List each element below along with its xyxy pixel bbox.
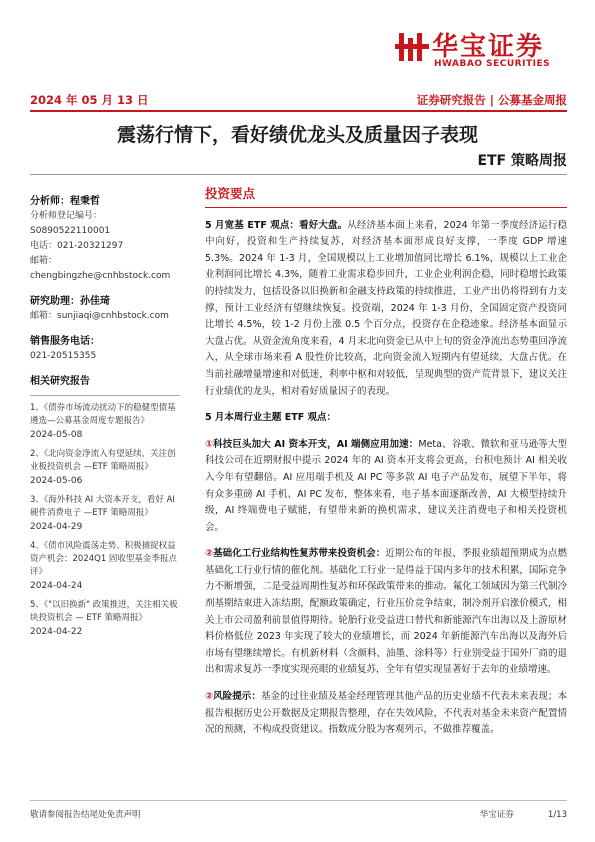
page-subtitle: ETF 策略周报: [477, 153, 567, 169]
paragraph-heading: 科技巨头加大 AI 资本开支，AI 端侧应用加速：: [213, 438, 419, 450]
sidebar: [30, 194, 180, 645]
analyst-email[interactable]: 邮箱：chengbingzhe@cnhbstock.com: [30, 256, 171, 281]
assistant-name: 孙佳琦: [80, 296, 110, 307]
paragraph-text: 近期公布的年报、季报业绩超预期成为点燃基础化工行业行情的催化剂。基础化工行业一是得益于国内多年的技术积累，国际竞争力不断增强，二是受益周期性复苏和环保政策带来的推动。氟化工领域因为第三代制冷剂基期结束进入冻结期，配额政策确定，行业压价竞争结束，制冷剂开启涨价模式，相关上市公司盈利前景值得期待。轮胎行业受益进口替代和新能源汽车出海以及上游原材料价格低位 2023 年实现了较大的业绩增长，而 2024 年新能源汽车出海以及海外后市场有望继续增长。有机新材料（含颜料、油墨、涂料等）行业别受益于国外厂商的退出和需求复苏一季度实现亮眼的业绩复苏，全年有望实现显著好于去年的业绩增速。: [205, 548, 567, 676]
page-number: 1/13: [547, 810, 567, 820]
paragraph-chemicals: [205, 546, 567, 679]
main-content: [205, 186, 567, 749]
related-reports-divider: [30, 395, 180, 396]
report-category: 证券研究报告 | 公募基金周报: [416, 93, 567, 107]
paragraph-heading: 5 月本周行业主题 ETF 观点：: [205, 412, 336, 424]
report-date: 2024 年 05 月 13 日: [30, 93, 149, 107]
related-report-text: 3、《海外科技 AI 大资本开支，看好 AI 硬件消费电子 —ETF 策略周报》: [30, 495, 175, 518]
brand-name-cn: 华宝证券: [432, 32, 545, 62]
analyst-phone: 电话：021-20321297: [30, 241, 124, 251]
paragraph-heading: 风险提示：: [213, 691, 261, 703]
related-report-text: 4、《债市风险震荡走势、积极捕捉权益资产机会：2024Q1 固收型基金季报点评》: [30, 541, 177, 577]
paragraph-broad-etf: [205, 218, 567, 401]
analyst-role-label: 分析师：: [30, 196, 70, 207]
paragraph-risk: [205, 689, 567, 739]
title-divider: [30, 174, 567, 175]
sales-label: 销售服务电话：: [30, 336, 100, 347]
assistant-role-label: 研究助理：: [30, 296, 80, 307]
analyst-block: [30, 194, 180, 284]
footer-info: [480, 808, 567, 820]
paragraph-text: 基金的过往业绩及基金经理管理其他产品的历史业绩不代表未来表现；本报告根据历史公开数据及定期报告整理，存在失效风险，不代表对基金未来资产配置情况的预测，不构成投资建议。指数成分股为客观列示，不做推荐覆盖。: [205, 691, 567, 736]
paragraph-text: 从经济基本面上来看，2024 年第一季度经济运行稳中向好，投资和生产持续复苏，对经济基本面形成良好支撑，一季度 GDP 增速 5.3%。2024 年 1-3 月，全国规模以上工业增加值同比增长 6.1%，规模以上工业企业利润同比增长 4.3%，随着工业需求稳步回升，工业企业利润企稳，同时稳增长政策的持续发力，包括设备以旧换新和金融支持政策的持续推进，工业产出仍将得到有力支撑，预计工业经济有望继续恢复。投资端，2024 年 1-3 月份，全国固定资产投资同比增长 4.5%，较 1-2 月份上涨 0.5 个百分点，投资存在企稳迹象。经济基本面显示大盘占优。从资金流角度来看，4 月末北向资金已从中上旬的资金净流出态势重回净流入，从全球市场来看 A 股性价比较高，北向资金流入短期内有望延续，大盘占优。在当前社融增量增速和对低迷，利率中枢和对较低，呈现典型的资产荒背景下，建议关注行业绩优的龙头，相对看好质量因子的表现。: [205, 219, 567, 397]
footer-divider: [30, 800, 567, 801]
related-reports-title: 相关研究报告: [30, 376, 90, 387]
assistant-email[interactable]: 邮箱：sunjiaqi@cnhbstock.com: [30, 311, 169, 321]
page-title: 震荡行情下，看好绩优龙头及质量因子表现: [116, 124, 478, 146]
related-report-date: 2024-04-22: [30, 627, 83, 637]
related-report-text: 5、《"以旧换新" 政策推进，关注相关板块投资机会 — ETF 策略周报》: [30, 600, 178, 623]
related-report-item[interactable]: [30, 540, 180, 593]
related-report-date: 2024-04-29: [30, 522, 83, 532]
bullet-marker: ①: [205, 438, 214, 450]
paragraph-ai: [205, 437, 567, 537]
paragraph-heading: 5 月宽基 ETF 观点：看好大盘。: [205, 219, 348, 231]
section-title: 投资要点: [205, 186, 256, 201]
related-report-date: 2024-04-24: [30, 581, 83, 591]
brand-name-en: HWABAO SECURITIES: [434, 59, 551, 69]
header-divider: [30, 110, 567, 112]
paragraph-text: Meta、谷歌、微软和亚马逊等大型科技公司在近期财报中提示 2024 年的 AI 资本开支将会更高，台积电预计 AI 相关收入今年有望翻倍。AI 应用端手机及 AI PC 等多款 AI 电子产品发布，展望下半年，将有众多重磅 AI 手机、AI PC 发布，整体来看，电子基本面逐渐改善，AI 大模型持续升级，AI 终端费电子赋能，有望带来新的换机需求，建议关注消费电子和相关投资机会。: [205, 438, 568, 533]
related-report-text: 1、《债券市场流动扰动下的稳健型债基遴选—公募基金周度专题报告》: [30, 403, 176, 426]
sales-phone: 021-20515355: [30, 351, 97, 361]
bullet-marker: ②: [205, 691, 214, 703]
related-report-date: 2024-05-06: [30, 476, 83, 486]
sales-block: [30, 334, 180, 364]
assistant-block: [30, 294, 180, 324]
analyst-name: 程秉哲: [70, 196, 100, 207]
related-report-item[interactable]: [30, 599, 180, 639]
analyst-cert: 分析师登记编号：S0890522110001: [30, 211, 111, 236]
related-report-item[interactable]: [30, 402, 180, 442]
bullet-marker: ②: [205, 548, 214, 560]
footer-disclaimer: 敬请参阅报告结尾处免责声明: [30, 810, 141, 820]
related-report-item[interactable]: [30, 448, 180, 488]
footer-company: 华宝证券: [479, 810, 514, 820]
section-divider: [205, 207, 567, 208]
paragraph-sector-etf-heading: [205, 410, 567, 427]
related-report-text: 2、《北向资金净流入有望延续，关注创业板投资机会 —ETF 策略周报》: [30, 449, 176, 472]
paragraph-heading: 基础化工行业结构性复苏带来投资机会：: [213, 548, 386, 560]
related-report-item[interactable]: [30, 494, 180, 534]
hwabao-logo-icon: [395, 30, 429, 64]
related-report-date: 2024-05-08: [30, 430, 83, 440]
